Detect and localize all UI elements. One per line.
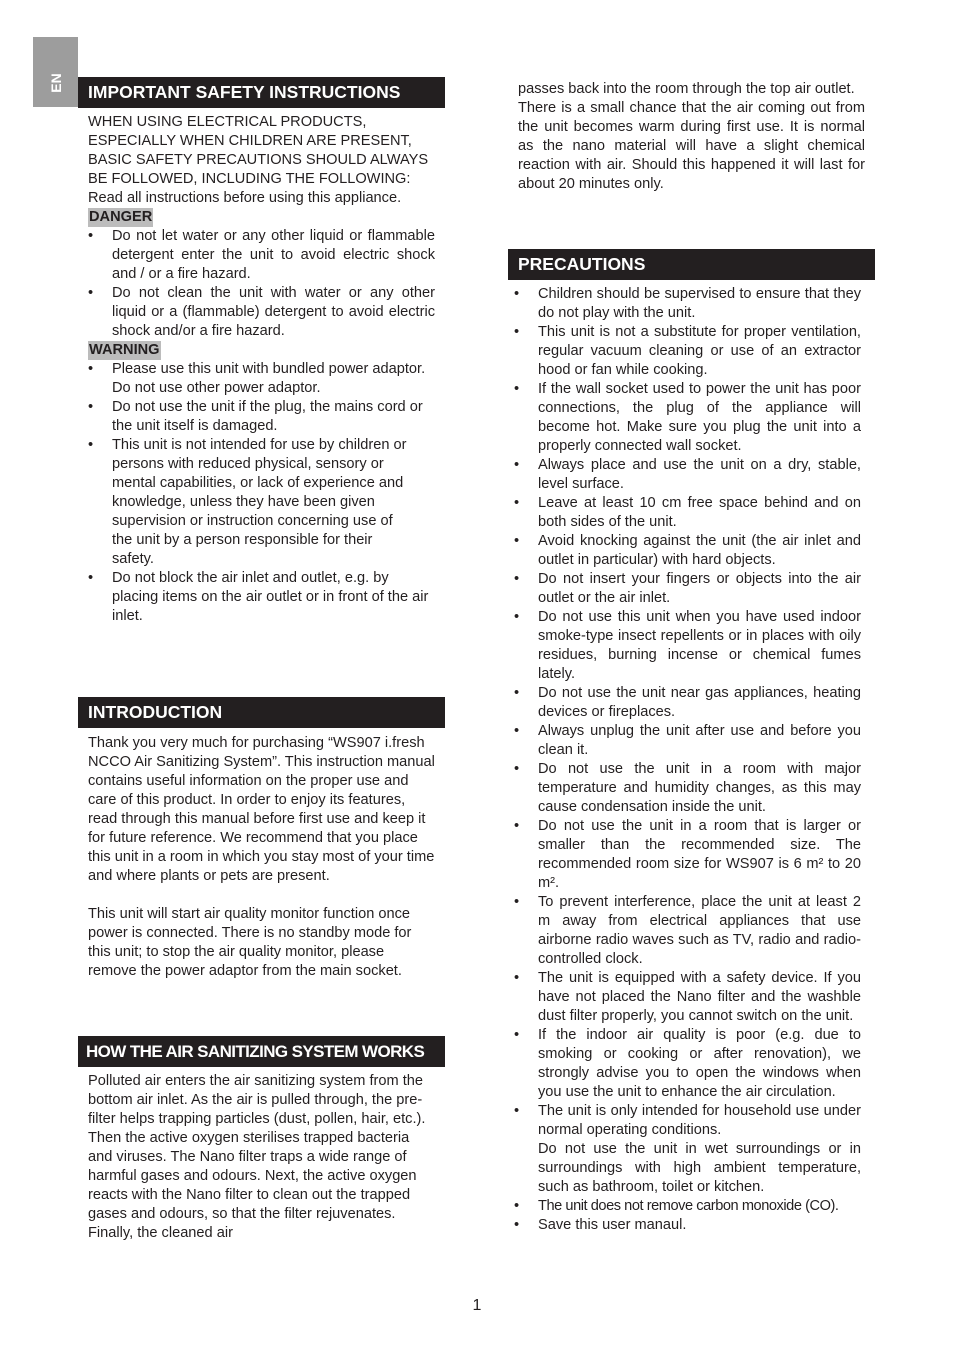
warning-item: • This unit is not intended for use by children or persons with reduced physical, sensory or mental capabilities, or lack of experience and knowledge, unless they have been given supervision or instruction concerning use of the unit by a person responsible for their safety. [88, 436, 435, 569]
how-it-works-continued [508, 80, 875, 194]
precaution-wet-note: Do not use the unit in wet surroundings or in surroundings with high ambient temperature, such as bathroom, toilet or kitchen. [538, 1141, 861, 1195]
precaution-item: • Do not insert your fingers or objects into the air outlet or the air inlet. [514, 570, 861, 608]
language-tab [33, 37, 78, 107]
precaution-item [514, 1102, 861, 1197]
precaution-item: • Do not use the unit in a room with major temperature and humidity changes, as this may cause condensation inside the unit. [514, 760, 861, 817]
warning-item: • Please use this unit with bundled power adaptor. Do not use other power adaptor. [88, 360, 435, 398]
introduction-paragraph: This unit will start air quality monitor function once power is connected. There is no standby mode for this unit; to stop the air quality monitor, please remove the power adaptor from the main socket. [88, 906, 412, 979]
precaution-item: • If the indoor air quality is poor (e.g. due to smoking or cooking or after renovation), we strongly advise you to open the windows when you use the unit to enhance the air circulation. [514, 1026, 861, 1102]
precaution-item: • To prevent interference, place the unit at least 2 m away from electrical appliances that use airborne radio waves such as TV, radio and radio-controlled clock. [514, 893, 861, 969]
precaution-item: • Avoid knocking against the unit (the air inlet and outlet in particular) with hard objects. [514, 532, 861, 570]
left-column [78, 77, 445, 1241]
precaution-item: • Save this user manaul. [514, 1216, 861, 1235]
introduction-paragraph: Thank you very much for purchasing “WS907 i.fresh NCCO Air Sanitizing System”. This instruction manual contains useful information on the proper use and care of this product. In order to enjoy its features, read through this manual before first use and keep it for future reference. We recommend that you place this unit in a room in which you stay most of your time and where plants or pets are present. [88, 735, 435, 884]
danger-label-text: DANGER [89, 209, 153, 225]
precaution-item: • Children should be supervised to ensure that they do not play with the unit. [514, 285, 861, 323]
introduction-section-body [78, 734, 445, 981]
danger-item: • Do not let water or any other liquid or flammable detergent enter the unit to avoid electric shock and / or a fire hazard. [88, 227, 435, 284]
danger-list [88, 227, 435, 341]
introduction-section-header: INTRODUCTION [78, 697, 445, 728]
warning-label-text: WARNING [89, 342, 160, 358]
page-number: 1 [472, 1297, 482, 1314]
precaution-item: • Do not use the unit near gas appliances, heating devices or fireplaces. [514, 684, 861, 722]
precaution-item: • Always unplug the unit after use and before you clean it. [514, 722, 861, 760]
precaution-item-text: • The unit is only intended for household use under normal operating conditions. [538, 1103, 861, 1138]
precautions-section-header: PRECAUTIONS [508, 249, 875, 280]
warning-item: • Do not use the unit if the plug, the mains cord or the unit itself is damaged. [88, 398, 435, 436]
how-it-works-text: Polluted air enters the air sanitizing system from the bottom air inlet. As the air is pulled through, the pre-filter helps trapping particles (dust, pollen, hair, etc.). Then the active oxygen sterilises trapped bacteria and viruses. The Nano filter traps a wide range of harmful gases and odours. Next, the active oxygen reacts with the Nano filter to clean out the trapped gases and odours, so that the filter rejuvenates. Finally, the cleaned air [88, 1073, 426, 1241]
how-it-works-section-header: HOW THE AIR SANITIZING SYSTEM WORKS [78, 1036, 445, 1067]
language-tab-label: EN [48, 73, 64, 93]
safety-intro-caps: WHEN USING ELECTRICAL PRODUCTS, ESPECIALLY WHEN CHILDREN ARE PRESENT, BASIC SAFETY PRECAUTIONS SHOULD ALWAYS BE FOLLOWED, INCLUDING THE FOLLOWING: [88, 114, 429, 187]
precaution-item: • The unit is equipped with a safety device. If you have not placed the Nano filter and the washble dust filter properly, you cannot switch on the unit. [514, 969, 861, 1026]
how-it-works-continued-text: passes back into the room through the top air outlet. [518, 81, 855, 97]
precaution-item: • Leave at least 10 cm free space behind and on both sides of the unit. [514, 494, 861, 532]
precaution-item: • If the wall socket used to power the unit has poor connections, the plug of the appliance will become hot. Make sure you plug the unit into a properly connected wall socket. [514, 380, 861, 456]
precaution-item: • Always place and use the unit on a dry, stable, level surface. [514, 456, 861, 494]
how-it-works-note: There is a small chance that the air coming out from the unit becomes warm during first use. It is normal as the nano material will have a slight chemical reaction with air. Should this happened it will last for about 20 minutes only. [518, 100, 865, 192]
danger-item: • Do not clean the unit with water or any other liquid or a (flammable) detergent to avoid electric shock and/or a fire hazard. [88, 284, 435, 341]
warning-label [88, 341, 435, 360]
precaution-item: • This unit is not a substitute for proper ventilation, regular vacuum cleaning or use of an extractor hood or fan while cooking. [514, 323, 861, 380]
danger-label [88, 208, 435, 227]
safety-section-body [78, 108, 445, 626]
warning-list [88, 360, 435, 626]
precaution-item: • Do not use this unit when you have used indoor smoke-type insect repellents or in places with oily residues, burning incense or chemical fumes lately. [514, 608, 861, 684]
precautions-list [514, 285, 861, 1235]
how-it-works-section-body [78, 1072, 445, 1243]
precaution-item: • The unit does not remove carbon monoxide (CO). [514, 1197, 861, 1216]
safety-section-header: IMPORTANT SAFETY INSTRUCTIONS [78, 77, 445, 108]
precaution-item: • Do not use the unit in a room that is larger or smaller than the recommended size. The recommended room size for WS907 is 6 m² to 20 m². [514, 817, 861, 893]
safety-read-all: Read all instructions before using this appliance. [88, 190, 402, 206]
warning-item: • Do not block the air inlet and outlet, e.g. by placing items on the air outlet or in front of the air inlet. [88, 569, 435, 626]
precautions-section-body [508, 285, 875, 1235]
right-column [508, 80, 875, 1233]
